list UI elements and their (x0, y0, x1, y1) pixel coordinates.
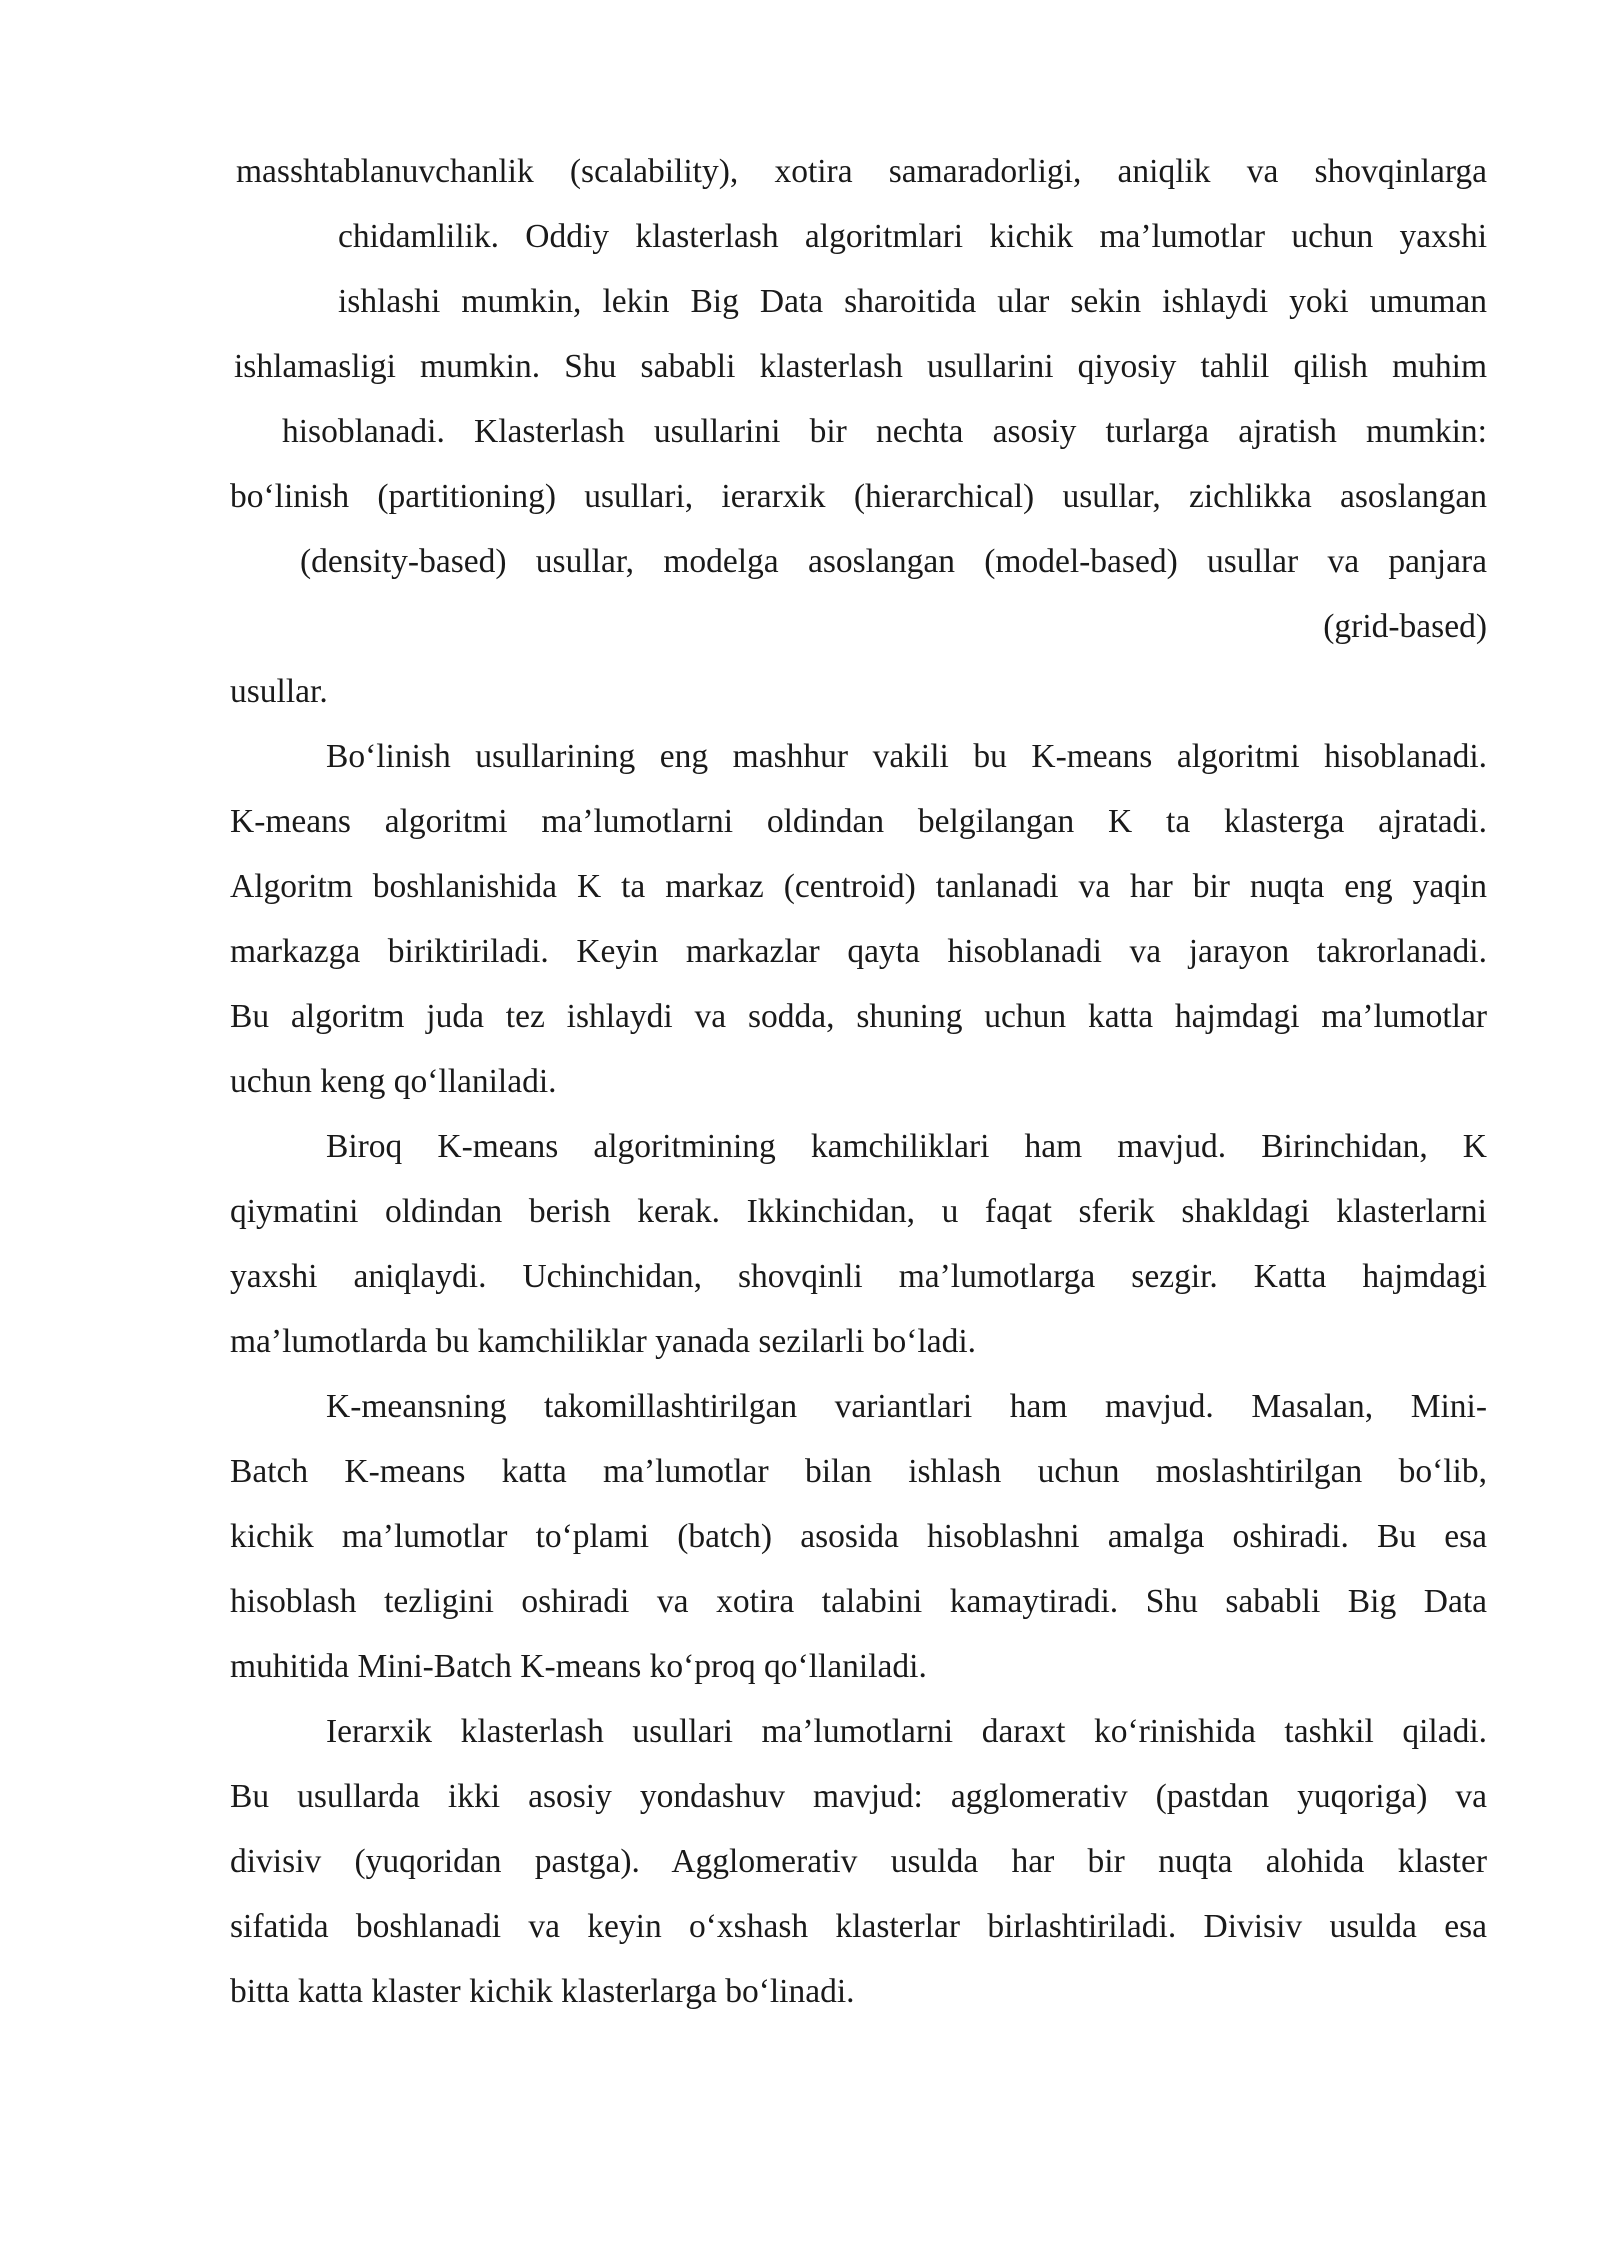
text-line: ishlashi mumkin, lekin Big Data sharoitida ular sekin ishlaydi yoki umuman (338, 283, 1487, 320)
text-line: hisoblash tezligini oshiradi va xotira talabini kamaytiradi. Shu sababli Big Data (230, 1583, 1487, 1620)
text-line: (grid-based) (1323, 608, 1487, 645)
text-line: (density-based) usullar, modelga asoslangan (model-based) usullar va panjara (300, 543, 1487, 580)
text-line: sifatida boshlanadi va keyin o‘xshash klasterlar birlashtiriladi. Divisiv usulda esa (230, 1908, 1487, 1945)
text-line: yaxshi aniqlaydi. Uchinchidan, shovqinli ma’lumotlarga sezgir. Katta hajmdagi (230, 1258, 1487, 1295)
text-line: bitta katta klaster kichik klasterlarga bo‘linadi. (230, 1973, 855, 2010)
text-line: Bu algoritm juda tez ishlaydi va sodda, shuning uchun katta hajmdagi ma’lumotlar (230, 998, 1487, 1035)
text-line: usullar. (230, 673, 328, 710)
text-line: bo‘linish (partitioning) usullari, ierarxik (hierarchical) usullar, zichlikka asoslangan (230, 478, 1487, 515)
text-line: ma’lumotlarda bu kamchiliklar yanada sezilarli bo‘ladi. (230, 1323, 977, 1360)
text-line: divisiv (yuqoridan pastga). Agglomerativ usulda har bir nuqta alohida klaster (230, 1843, 1487, 1880)
paragraph-first-line: Ierarxik klasterlash usullari ma’lumotlarni daraxt ko‘rinishida tashkil qiladi. (326, 1713, 1487, 1750)
text-line: muhitida Mini-Batch K-means ko‘proq qo‘llaniladi. (230, 1648, 927, 1685)
text-line: kichik ma’lumotlar to‘plami (batch) asosida hisoblashni amalga oshiradi. Bu esa (230, 1518, 1487, 1555)
text-line: K-means algoritmi ma’lumotlarni oldindan belgilangan K ta klasterga ajratadi. (230, 803, 1487, 840)
text-line: ishlamasligi mumkin. Shu sababli klasterlash usullarini qiyosiy tahlil qilish muhim (234, 348, 1487, 385)
text-line: uchun keng qo‘llaniladi. (230, 1063, 557, 1100)
text-line: Batch K-means katta ma’lumotlar bilan ishlash uchun moslashtirilgan bo‘lib, (230, 1453, 1487, 1490)
text-line: hisoblanadi. Klasterlash usullarini bir nechta asosiy turlarga ajratish mumkin: (282, 413, 1487, 450)
paragraph-first-line: K-meansning takomillashtirilgan variantlari ham mavjud. Masalan, Mini- (326, 1388, 1487, 1425)
text-line: chidamlilik. Oddiy klasterlash algoritmlari kichik ma’lumotlar uchun yaxshi (338, 218, 1487, 255)
text-line: masshtablanuvchanlik (scalability), xotira samaradorligi, aniqlik va shovqinlarga (236, 153, 1487, 190)
text-line: markazga biriktiriladi. Keyin markazlar qayta hisoblanadi va jarayon takrorlanadi. (230, 933, 1487, 970)
text-line: qiymatini oldindan berish kerak. Ikkinchidan, u faqat sferik shakldagi klasterlarni (230, 1193, 1487, 1230)
text-line: Bu usullarda ikki asosiy yondashuv mavjud: agglomerativ (pastdan yuqoriga) va (230, 1778, 1487, 1815)
paragraph-first-line: Bo‘linish usullarining eng mashhur vakili bu K-means algoritmi hisoblanadi. (326, 738, 1487, 775)
paragraph-first-line: Biroq K-means algoritmining kamchiliklari ham mavjud. Birinchidan, K (326, 1128, 1487, 1165)
text-line: Algoritm boshlanishida K ta markaz (centroid) tanlanadi va har bir nuqta eng yaqin (230, 868, 1487, 905)
